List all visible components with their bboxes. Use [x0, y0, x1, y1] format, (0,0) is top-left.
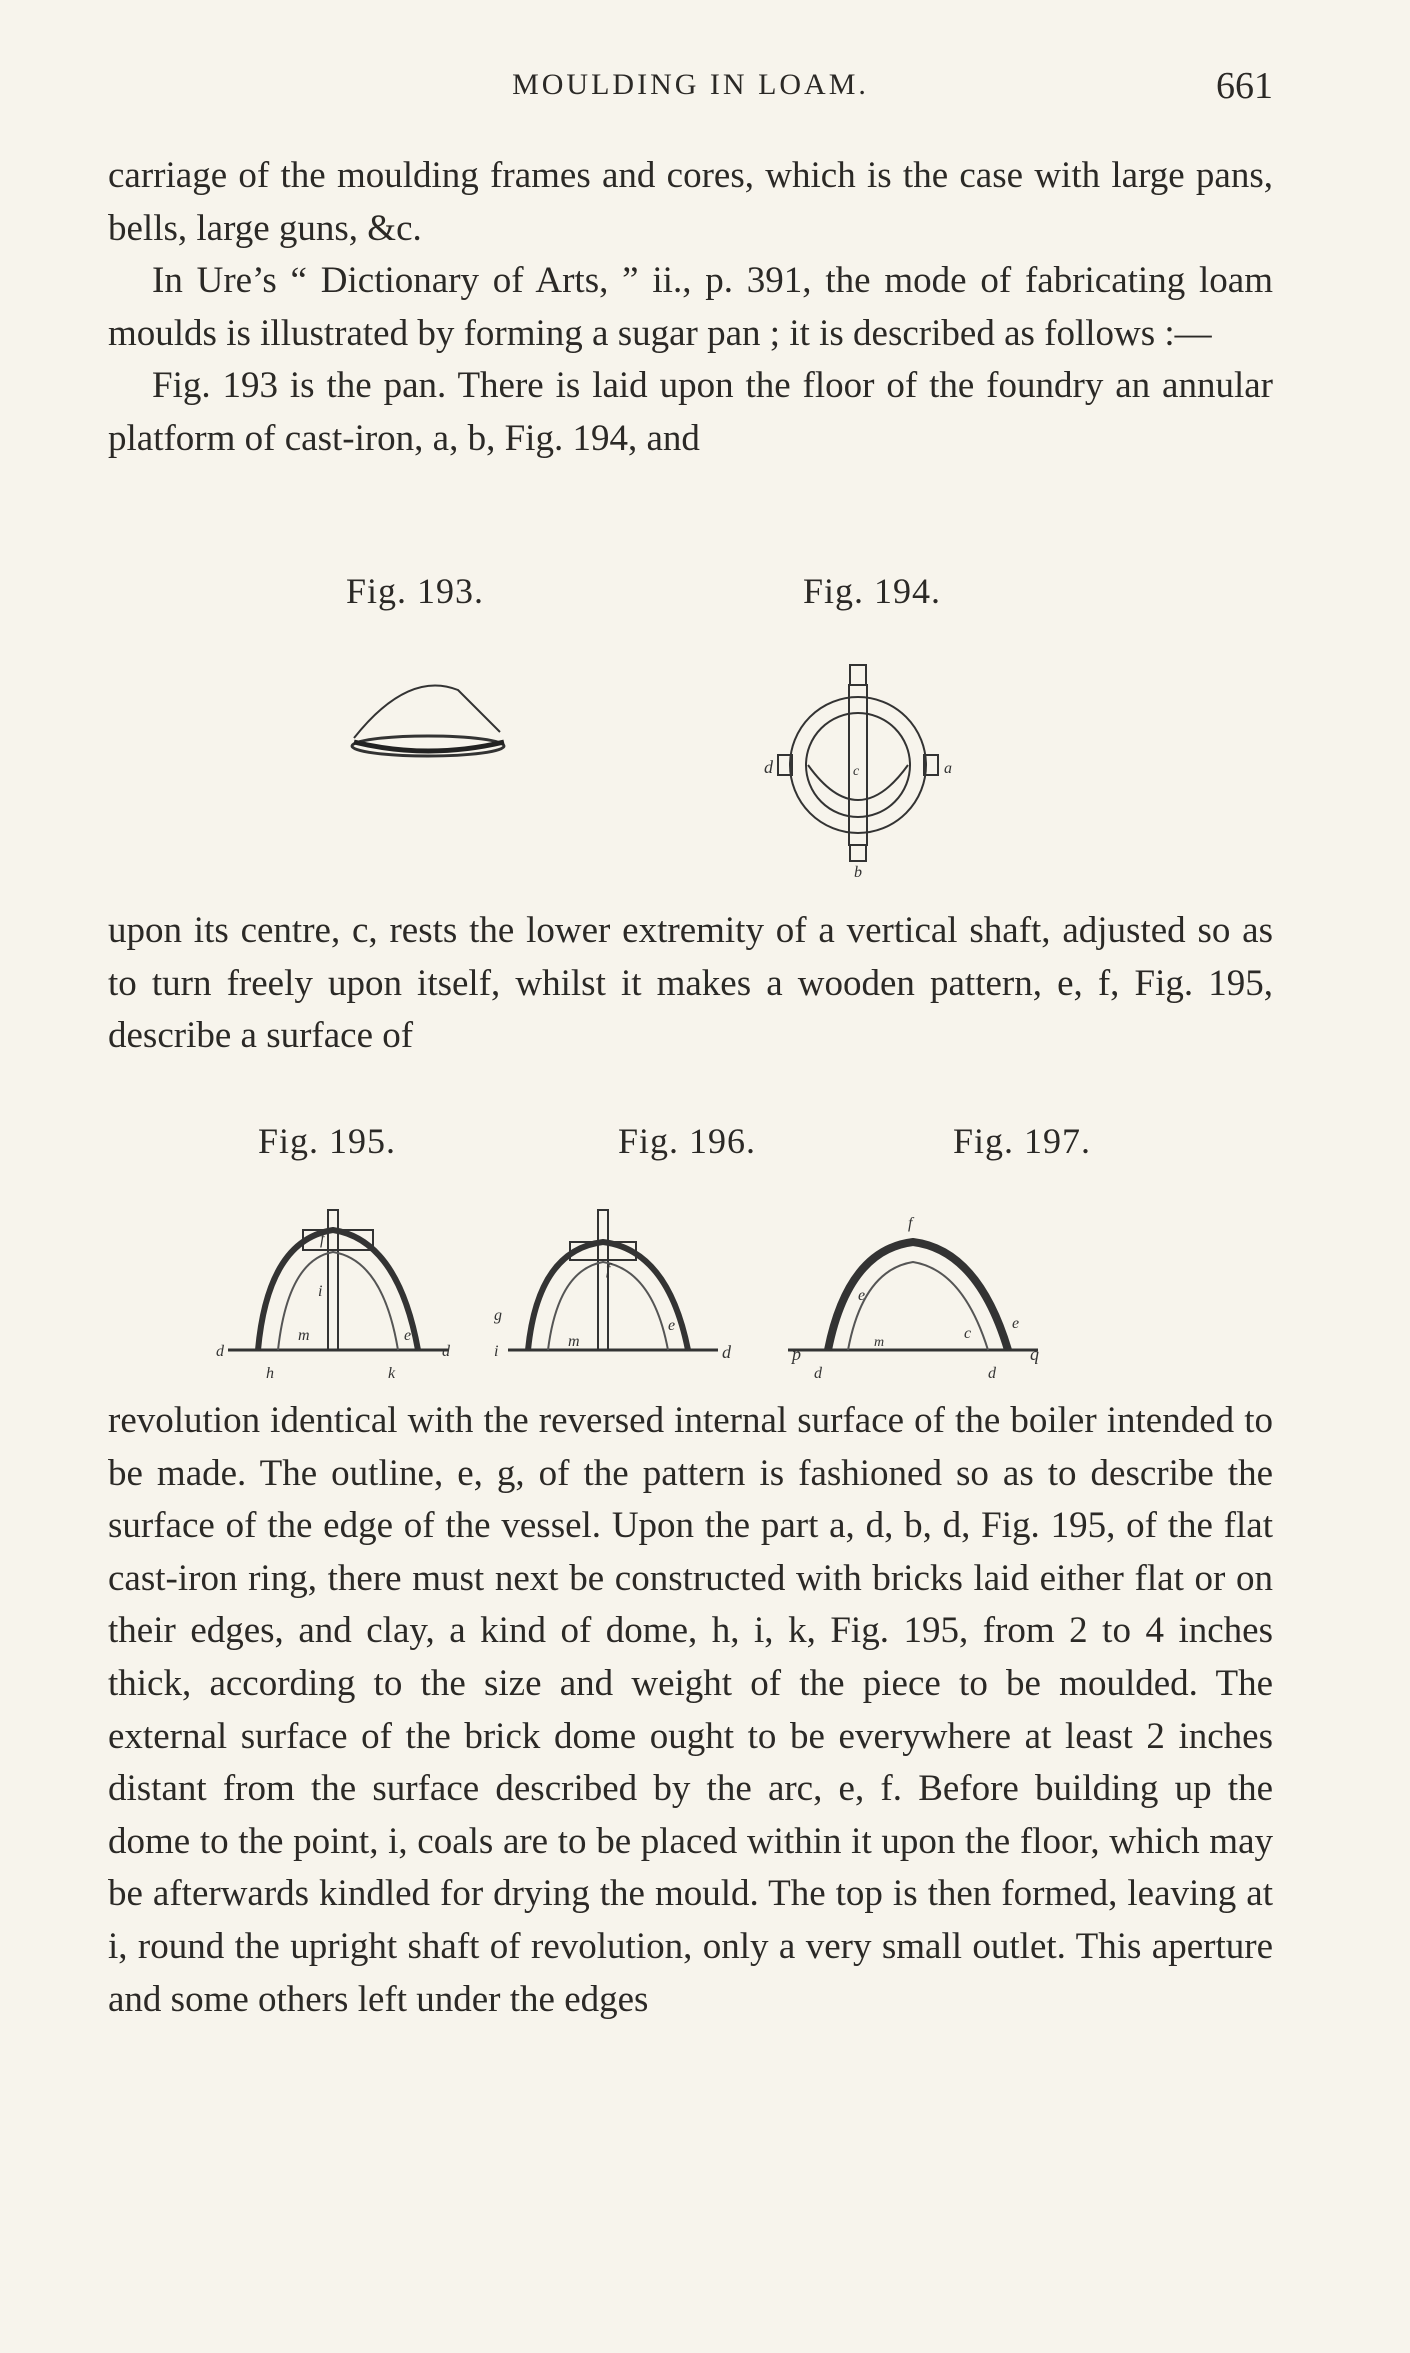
fig-194-caption: Fig. 194.	[803, 571, 942, 611]
fig-197-caption: Fig. 197.	[953, 1121, 1092, 1161]
paragraph: carriage of the moulding frames and cores, which is the case with large pans, bells, large guns, &c.	[108, 155, 1273, 249]
fig-194-label: b	[854, 864, 862, 881]
fig-197-label: f	[908, 1215, 913, 1232]
paragraph: upon its centre, c, rests the lower extremity of a vertical shaft, adjusted so as to turn freely upon itself, whilst it makes a wooden pattern, e, f, Fig. 195, describe a surface of	[108, 910, 1273, 1057]
fig-196-mould-drawing	[488, 1200, 748, 1380]
fig-196-label: d	[722, 1342, 731, 1362]
fig-195-label: d	[442, 1343, 450, 1360]
fig-196-label: m	[568, 1333, 580, 1350]
fig-196-caption: Fig. 196.	[618, 1121, 757, 1161]
fig-195-label: m	[298, 1327, 310, 1344]
top-text	[108, 150, 1273, 466]
bottom-text	[108, 1395, 1273, 2026]
fig-195-label: i	[318, 1283, 323, 1300]
fig-196-label: i	[494, 1343, 499, 1360]
fig-197-label: d	[814, 1365, 822, 1382]
fig-197-mould-drawing	[768, 1200, 1048, 1380]
fig-195-mould-drawing	[208, 1200, 468, 1380]
fig-194-label: d	[764, 757, 773, 777]
page-number: 661	[1216, 65, 1273, 107]
fig-197-label: q	[1030, 1344, 1039, 1364]
fig-195-label: e	[404, 1327, 412, 1344]
fig-195-label: d	[216, 1343, 224, 1360]
fig-195-caption: Fig. 195.	[258, 1121, 397, 1161]
fig-196-label: g	[494, 1307, 502, 1324]
middle-text	[108, 905, 1273, 1063]
fig-197-label: e	[858, 1287, 866, 1304]
running-title: MOULDING IN LOAM.	[512, 68, 869, 101]
fig-197-label: e	[1012, 1315, 1020, 1332]
paragraph: Fig. 193 is the pan. There is laid upon the floor of the foundry an annular platform of cast-iron, a, b, Fig. 194, and	[108, 365, 1273, 459]
fig-197-label: d	[988, 1365, 996, 1382]
fig-196-label: f	[606, 1261, 611, 1278]
figure-row-2	[108, 1120, 1273, 1400]
fig-195-label: k	[388, 1365, 396, 1382]
fig-196-label: e	[668, 1317, 676, 1334]
running-head	[108, 64, 1273, 108]
fig-194-ring-drawing	[758, 645, 958, 881]
fig-195-label: f	[320, 1231, 325, 1248]
paragraph: In Ure’s “ Dictionary of Arts, ” ii., p. 391, the mode of fabricating loam moulds is illustrated by forming a sugar pan ; it is described as follows :—	[108, 260, 1273, 354]
paragraph: revolution identical with the reversed internal surface of the boiler intended to be made. The outline, e, g, of the pattern is fashioned so as to describe the surface of the edge of the vessel. Upon the part a, d, b, d, Fig. 195, of the flat cast-iron ring, there must next be constructed with bricks laid either flat or on their edges, and clay, a kind of dome, h, i, k, Fig. 195, from 2 to 4 inches thick, according to the size and weight of the piece to be moulded. The external surface of the brick dome ought to be everywhere at least 2 inches distant from the surface described by the arc, e, f. Before building up the dome to the point, i, coals are to be placed within it upon the floor, which may be afterwards kindled for drying the mould. The top is then formed, leaving at i, round the upright shaft of revolution, only a very small outlet. This aperture and some others left under the edges	[108, 1400, 1273, 2020]
fig-197-label: p	[792, 1344, 801, 1364]
fig-194-label: a	[944, 760, 952, 777]
figure-row-1	[108, 570, 1273, 910]
fig-194-label: c	[853, 764, 860, 779]
fig-193-caption: Fig. 193.	[346, 571, 485, 611]
fig-193-pan-drawing	[348, 680, 528, 770]
fig-197-label: c	[964, 1325, 972, 1342]
fig-197-label: m	[874, 1335, 885, 1350]
fig-195-label: h	[266, 1365, 274, 1382]
